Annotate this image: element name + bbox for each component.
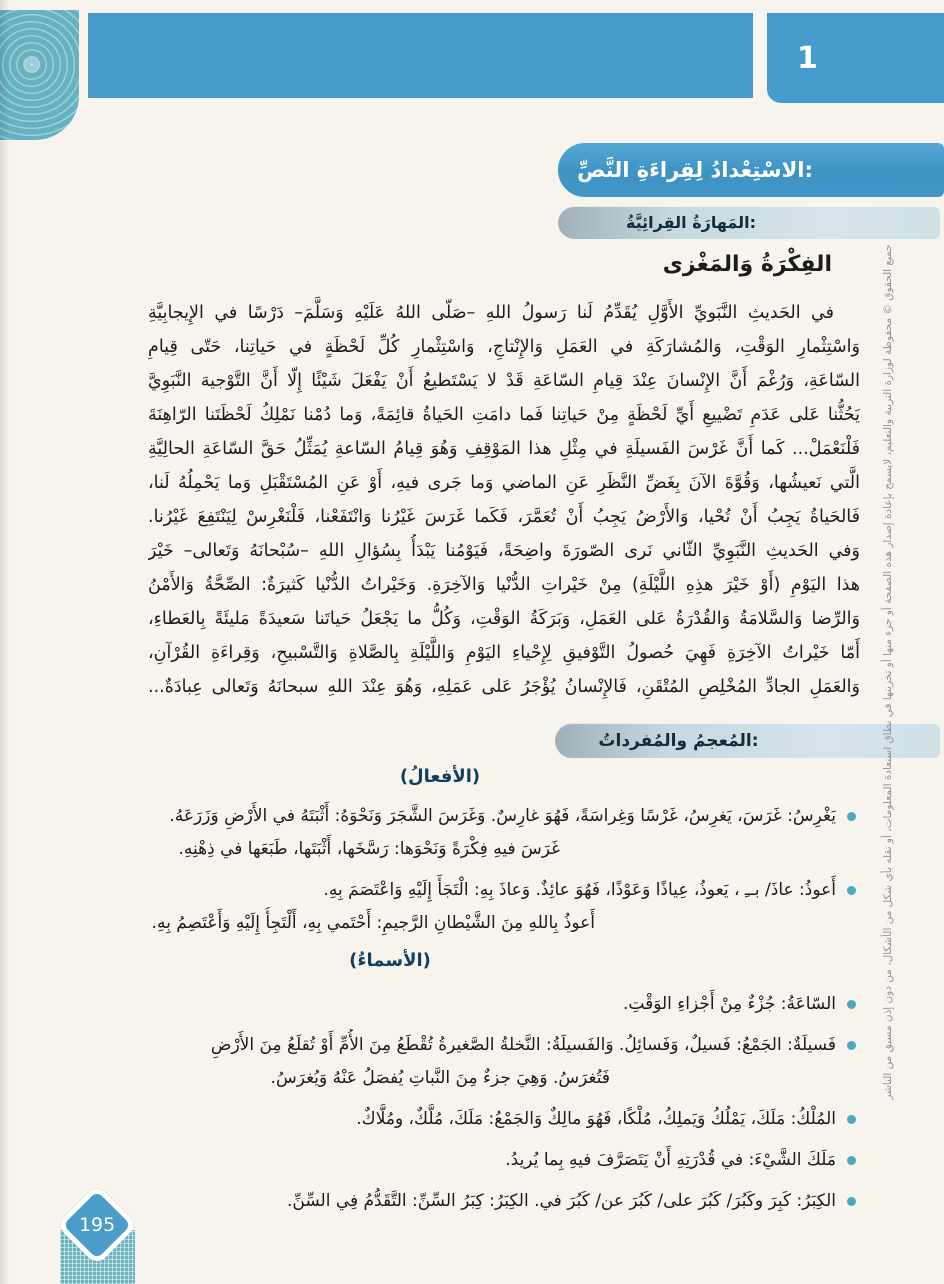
- bullet-icon: [847, 1156, 856, 1165]
- paragraph-line: وَالعَمَلِ الجادِّ المُخْلِصِ المُتْقَنِ، فَالإِنْسانُ يُؤْجَرُ عَلى عَمَلِهِ، وَهُوَ عِنْدَ اللهِ سبحانَهُ وَتَعالى عِبادَةٌ...: [148, 677, 860, 697]
- banner-lexicon-label: المُعجمُ والمُفرداتُ:: [598, 730, 759, 751]
- vocab-line: فَتُغرَسُ. وَهِيَ جزءٌ مِنَ النَّباتِ يُفصَلُ عَنْهُ وَيُغرَسُ.: [270, 1068, 610, 1088]
- paragraph-line: الَّتي نَعيشُها، وَقُوَّةَ الآنَ بِغَضِّ النَّظَرِ عَنِ الماضي وَما جَرى فيهِ، أَوْ عَنِ المُسْتَقْبَلِ وَما يَحْمِلُهُ لَنا،: [148, 473, 860, 493]
- bullet-icon: [847, 1115, 856, 1124]
- vocab-line: فَسيلَةٌ: الجَمْعُ: فَسيلٌ، وَفَسائِلُ. وَالفَسيلَةُ: النَّخلةُ الصَّغيرةُ تُقْطَعُ مِنَ الأُمِّ أَوْ تُقلَعُ مِنَ الأَرْضِ: [210, 1035, 836, 1055]
- banner-prepare-label: الاسْتِعْدادُ لِقِراءَةِ النَّصِّ:: [577, 158, 813, 182]
- vocab-line: السّاعَةُ: جُزْءٌ مِنْ أَجْزاءِ الوَقْتِ.: [622, 994, 836, 1014]
- paragraph-line: وَالرِّضا وَالسَّلامَةُ وَالقُدْرَةُ عَلى العَمَلِ، وَبَرَكَةُ الوَقْتِ، وَكُلُّ ما يَجْعَلُ حَياتَنا سَعيدَةً مَليئَةً بِالعَطاءِ،: [148, 609, 860, 629]
- vocab-line: أَعوذُ بِاللهِ مِنَ الشَّيْطانِ الرَّجيمِ: أَحْتَمي بِهِ، أَلْتَجِأُ إِلَيْهِ وَأَعْتَصِمُ بِهِ.: [151, 913, 595, 933]
- vocab-line: غَرَسَ فيهِ فِكْرَةً وَنَحْوَها: رَسَّخَها، أَثْبَتَها، طَبَعَها في ذِهْنِهِ.: [178, 839, 560, 859]
- bullet-icon: [847, 886, 856, 895]
- paragraph-line: فَالحَياةُ يَجِبُ أَنْ تُحْيا، وَالأَرْضُ يَجِبُ أَنْ تُعَمَّرَ، فَكَما غَرَسَ غَيْرُنا وَانْتَفَعْنا، فَلْنَغْرِسْ لِيَنْتَفِعَ غَيْرُنا.: [148, 507, 860, 527]
- bullet-icon: [847, 1197, 856, 1206]
- idea-paragraph: [148, 296, 860, 704]
- section-title-idea: الفِكْرَةُ وَالمَغْزى: [662, 252, 832, 277]
- paragraph-line: يَحُثُّنا عَلى عَدَمِ تَضْييعِ أَيِّ لَحْظَةٍ مِنْ حَياتِنا فَما دامَتِ الحَياةُ قائِمَةً، وَما دُمْنا نَمْلِكُ لَحْظَتَنا الرّاهِنَةَ: [148, 405, 860, 425]
- page-edge-shadow: [0, 0, 10, 1284]
- list-item: [148, 800, 860, 866]
- unit-badge: [767, 13, 944, 103]
- paragraph-line: وَاسْتِثْمارِ الوَقْتِ، وَالمُشارَكَةِ في العَمَلِ وَالإِنْتاجِ، وَاسْتِثْمارِ كُلِّ لَحْظَةٍ في حَياتِنا، حَتّى قِيامِ: [148, 337, 860, 357]
- banner-reading-skill: [558, 206, 940, 239]
- verbs-header: (الأفعالُ): [399, 766, 481, 787]
- list-item: [148, 1144, 860, 1177]
- page-number-diamond: [64, 1192, 130, 1258]
- diamond-shape: [56, 1184, 138, 1266]
- vocab-line: يَغْرِسُ: غَرَسَ، يَغرِسُ، غَرْسًا وَغِراسَةً، فَهُوَ غارِسٌ. وَغَرَسَ الشَّجَرَ وَنَحْوَهُ: أَثْبَتَهُ في الأَرْضِ وَزَرَعَهُ.: [169, 806, 836, 826]
- banner-prepare-reading: [558, 143, 944, 197]
- nouns-list: [148, 988, 860, 1226]
- paragraph-line: السّاعَةِ، وَرُغْمَ أَنَّ الإِنْسانَ عِنْدَ قِيامِ السّاعَةِ قَدْ لا يَسْتَطيعُ أَنْ يَفْعَلَ شَيْئًا إِلّا أَنَّ التَّوْجيهَ النَّبَوِيَّ: [148, 371, 860, 391]
- copyright-vertical-text: جميع الحقوق © محفوظة لوزارة التربية والتعليم، لايسمح بإعادة إصدار هذه الصفحة أو جزء منها أو تخزينها في نطاق استعادة المعلومات، أو نقله بأي شكل من الأشكال، من دون إذن مسبق من الناشر: [882, 244, 894, 1100]
- paragraph-line: في الحَديثِ النَّبَويِّ الأَوَّلِ يُقَدِّمُ لَنا رَسولُ اللهِ –صَلّى اللهُ عَلَيْهِ وَسَلَّمَ– دَرْسًا في الإِيجابِيَّةِ: [148, 303, 834, 323]
- verbs-list: [148, 800, 860, 948]
- vocab-line: الكِبَرُ: كَبِرَ وكَبُرَ/ كَبُرَ على/ كَبُرَ عن/ كَبُرَ في. الكِبَرُ: كِبَرُ السِّنِّ: التَّقَدُّمُ فِي السِّنِّ.: [287, 1191, 836, 1211]
- list-item: [148, 1029, 860, 1095]
- bullet-icon: [847, 812, 856, 821]
- list-item: [148, 988, 860, 1021]
- vocab-line: مَلَكَ الشَّيْءَ: في قُدْرَتِهِ أَنْ يَتَصَرَّفَ فيهِ بِما يُريدُ.: [505, 1150, 836, 1170]
- nouns-header: (الأسماءُ): [349, 950, 431, 971]
- paragraph-line: فَلْنَعْمَلْ... كَما أَنَّ غَرْسَ الفَسيلَةِ في مِثْلِ هذا المَوْقِفِ وَهُوَ قِيامُ السّاعةِ يُمَثِّلُ حَقَّ السّاعَةِ الحالِيَّةِ: [148, 439, 860, 459]
- list-item: [148, 1103, 860, 1136]
- unit-number: 1: [797, 40, 818, 76]
- list-item: [148, 1185, 860, 1218]
- corner-rings-decoration: [0, 10, 79, 140]
- bullet-icon: [847, 1041, 856, 1050]
- banner-reading-skill-label: المَهارَةُ القِرائِيَّةُ:: [625, 213, 757, 232]
- list-item: [148, 874, 860, 940]
- bullet-icon: [847, 1000, 856, 1009]
- vocab-line: أَعوذُ: عاذَ/ بــِ ، يَعوذُ، عِياذًا وَعَوْذًا، فَهُوَ عائِذٌ. وَعاذَ بِهِ: الْتَجَأَ إِلَيْهِ وَاعْتَصَمَ بِهِ.: [323, 880, 836, 900]
- header-band: [88, 13, 753, 98]
- paragraph-line: هذا اليَوْمِ (أَوْ خَيْرَ هذِهِ اللَّيْلَةِ) مِنْ خَيْراتِ الدُّنْيا وَالآخِرَةِ. وَخَيْراتُ الدُّنْيا كَثيرَةٌ: الصِّحَّةُ وَالأَمْنُ: [148, 575, 860, 595]
- paragraph-line: وَفي الحَديثِ النَّبَوِيِّ الثّاني نَرى الصّورَةَ واضِحَةً، فَيَوْمُنا يَبْدَأُ بِسُؤالِ اللهِ –سُبْحانَهُ وَتَعالى– خَيْرَ: [148, 541, 860, 561]
- paragraph-line: أَمّا خَيْراتُ الآخِرَةِ فَهِيَ حُصولُ التَّوْفيقِ لِإِحْياءِ اليَوْمِ وَاللَّيْلَةِ بِالصَّلاةِ وَالتَّسْبيحِ، وَقِراءَةِ القُرْآنِ،: [148, 643, 860, 663]
- page-number: 195: [78, 1213, 116, 1236]
- vocab-line: المُلْكُ: مَلَكَ، يَمْلُكُ وَيَملِكُ، مُلْكًا، فَهُوَ مالِكٌ وَالجَمْعُ: مَلَكَ، مُلَّكٌ، ومُلَّاكٌ.: [356, 1109, 836, 1129]
